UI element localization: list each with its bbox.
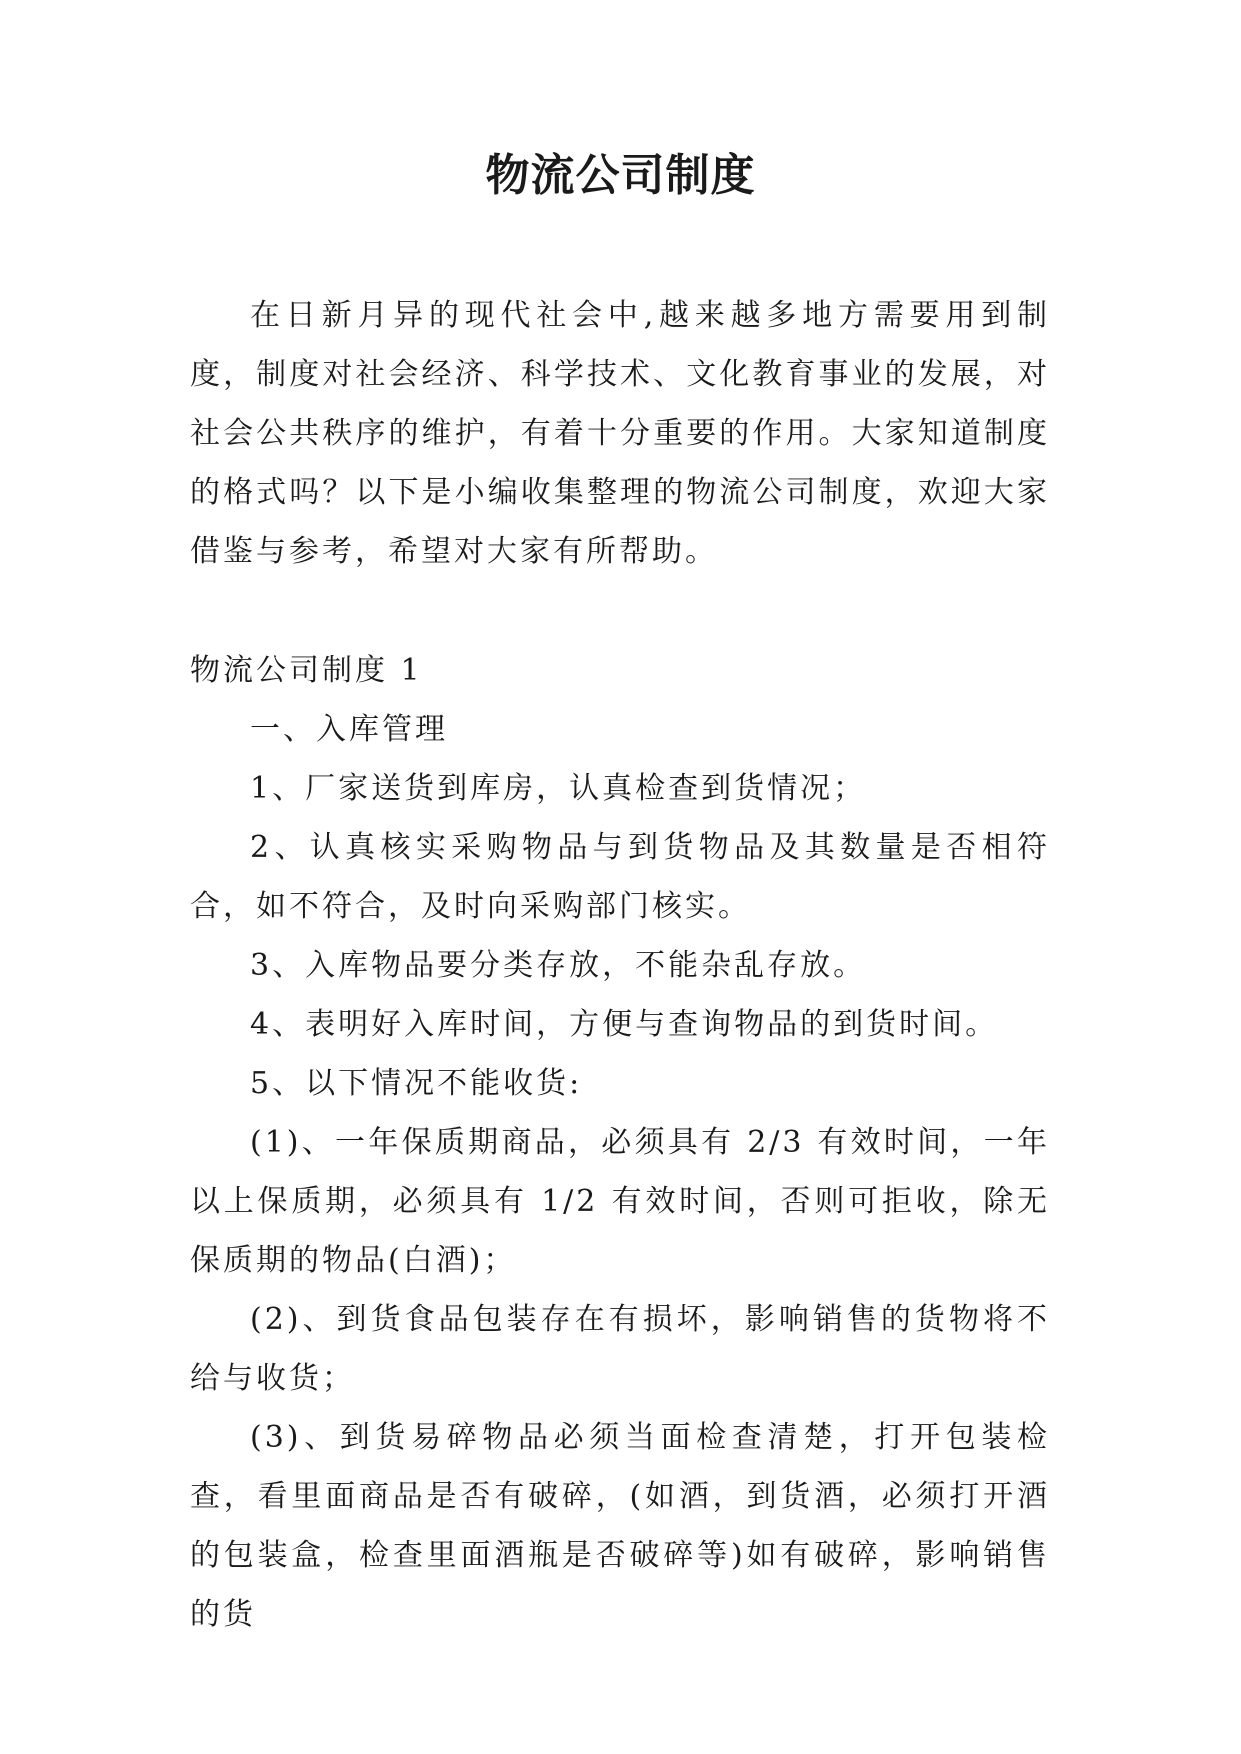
paragraph-item-3: 3、入库物品要分类存放，不能杂乱存放。 — [250, 948, 867, 983]
paragraph-item-4: 4、表明好入库时间，方便与查询物品的到货时间。 — [250, 1007, 999, 1042]
document-body — [190, 286, 1050, 1644]
paragraph-inbound-management: 一、入库管理 — [250, 712, 448, 747]
document-title: 物流公司制度 — [485, 150, 756, 201]
intro-paragraph: 在日新月异的现代社会中,越来越多地方需要用到制度，制度对社会经济、科学技术、文化教育事业的发展，对社会公共秩序的维护，有着十分重要的作用。大家知道制度的格式吗？以下是小编收集整理的物流公司制度，欢迎大家借鉴与参考，希望对大家有所帮助。 — [190, 298, 1050, 569]
paragraph-subitem-2: (2)、到货食品包装存在有损坏，影响销售的货物将不给与收货； — [190, 1302, 1050, 1396]
section-heading: 物流公司制度 1 — [190, 653, 423, 688]
paragraph-item-5: 5、以下情况不能收货: — [250, 1066, 583, 1101]
paragraph-item-1: 1、厂家送货到库房，认真检查到货情况； — [250, 771, 867, 806]
paragraph-subitem-3: (3)、到货易碎物品必须当面检查清楚，打开包装检查，看里面商品是否有破碎，(如酒，到货酒，必须打开酒的包装盒，检查里面酒瓶是否破碎等)如有破碎，影响销售的货 — [190, 1420, 1050, 1632]
paragraph-item-2: 2、认真核实采购物品与到货物品及其数量是否相符合，如不符合，及时向采购部门核实。 — [190, 830, 1050, 924]
paragraph-subitem-1: (1)、一年保质期商品，必须具有 2/3 有效时间，一年以上保质期，必须具有 1/2 有效时间，否则可拒收，除无保质期的物品(白酒)； — [190, 1125, 1050, 1278]
